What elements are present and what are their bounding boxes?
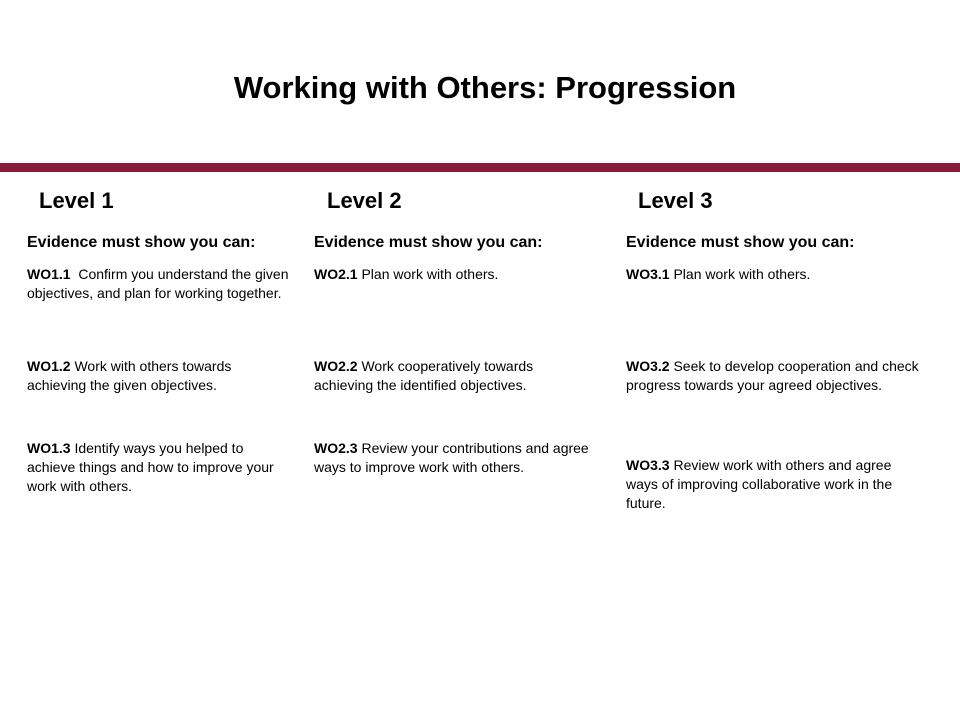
criterion-text: Plan work with others. <box>673 266 811 282</box>
criterion-code: WO2.2 <box>314 358 358 374</box>
page-title: Working with Others: Progression <box>233 70 737 105</box>
criterion-text: Plan work with others. <box>361 266 499 282</box>
criterion-item <box>626 265 916 284</box>
criterion-item <box>27 265 297 303</box>
criterion-item <box>314 357 576 395</box>
criterion-code: WO1.1 <box>27 266 71 282</box>
evidence-heading: Evidence must show you can: <box>314 234 543 251</box>
level-label: Level 2 <box>327 188 402 213</box>
criterion-code: WO3.3 <box>626 457 670 473</box>
criterion-text: Review your contributions and agree ways to improve work with others. <box>314 440 589 475</box>
level-label: Level 1 <box>39 188 114 213</box>
criterion-text: Seek to develop cooperation and check progress towards your agreed objectives. <box>626 358 919 393</box>
evidence-heading: Evidence must show you can: <box>626 234 855 251</box>
criterion-item <box>626 357 921 395</box>
evidence-heading: Evidence must show you can: <box>27 234 256 251</box>
criterion-code: WO1.2 <box>27 358 71 374</box>
criterion-code: WO1.3 <box>27 440 71 456</box>
criterion-item <box>27 357 277 395</box>
criterion-text: Work cooperatively towards achieving the identified objectives. <box>314 358 534 393</box>
criterion-code: WO3.1 <box>626 266 670 282</box>
criterion-code: WO2.3 <box>314 440 358 456</box>
criterion-item <box>626 456 911 513</box>
criterion-code: WO3.2 <box>626 358 670 374</box>
criterion-item <box>314 439 589 477</box>
criterion-text: Review work with others and agree ways of improving collaborative work in the future. <box>626 457 893 511</box>
title-divider <box>0 163 960 172</box>
criterion-text: Identify ways you helped to achieve things and how to improve your work with others. <box>27 440 274 494</box>
level-label: Level 3 <box>638 188 713 213</box>
criterion-text: Work with others towards achieving the given objectives. <box>27 358 232 393</box>
criterion-item <box>314 265 584 284</box>
criterion-code: WO2.1 <box>314 266 358 282</box>
criterion-item <box>27 439 282 496</box>
criterion-text: Confirm you understand the given objectives, and plan for working together. <box>27 266 289 301</box>
